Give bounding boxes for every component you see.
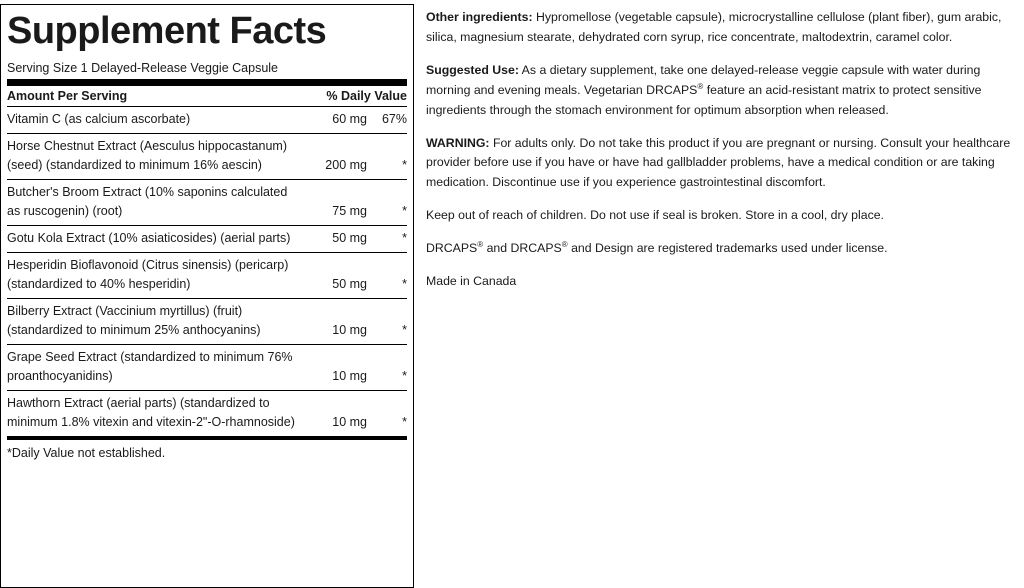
suggested-use-text-part1: As a dietary supplement, take one delayed-release veggie capsule with water during morning and evening meals. Vegetarian DRCAPS [426,62,981,97]
amount-per-serving-label: Amount Per Serving [7,88,128,103]
other-ingredients-text: Hypromellose (vegetable capsule), microcrystalline cellulose (plant fiber), gum arabic, silica, magnesium stearate, dehydrated corn syrup, rice concentrate, maltodextrin, caramel color. [426,10,1002,44]
keep-out-of-reach-paragraph: Keep out of reach of children. Do not use if seal is broken. Store in a cool, dry place. [426,208,884,223]
ingredient-name: Hawthorn Extract (aerial parts) (standardized to minimum 1.8% vitexin and vitexin-2"-O-rhamnoside) [7,395,295,429]
ingredient-amount: 10 mg [303,344,367,390]
ingredient-name: Butcher's Broom Extract (10% saponins calculated as ruscogenin) (root) [7,179,303,225]
registered-trademark-mark: ® [561,240,568,250]
suggested-use-paragraph [426,61,1022,121]
ingredient-name: Vitamin C (as calcium ascorbate) [7,107,303,134]
ingredient-daily-value: * [367,179,407,225]
ingredient-name: Gotu Kola Extract (10% asiaticosides) (aerial parts) [7,225,303,252]
ingredient-amount: 10 mg [332,414,367,429]
supplement-facts-box [0,4,414,588]
table-row [7,298,407,344]
table-row [7,344,407,390]
ingredient-daily-value: * [367,298,407,344]
registered-trademark-mark: ® [697,81,704,91]
label-info-panel [414,0,1024,588]
table-row [7,225,407,252]
supplement-facts-panel [0,0,414,588]
supplement-facts-table [7,107,407,436]
made-in-paragraph: Made in Canada [426,274,517,289]
ingredient-amount: 50 mg [303,225,367,252]
ingredient-amount: 200 mg [303,133,367,179]
registered-trademark-mark: ® [477,240,484,250]
trademark-text-part1: DRCAPS [426,241,478,256]
divider-thick-top [7,79,407,86]
ingredient-amount: 10 mg [303,298,367,344]
ingredient-name: Grape Seed Extract (standardized to minimum 76% proanthocyanidins) [7,344,303,390]
table-row [7,133,407,179]
trademark-paragraph [426,239,1022,259]
suggested-use-label: Suggested Use: [426,62,519,77]
warning-text: For adults only. Do not take this product if you are pregnant or nursing. Consult your healthcare provider before use if you have or have had gallbladder problems, have a medical condition or are taking medication. Discontinue use if you experience gastrointestinal discomfort. [426,135,1011,190]
ingredient-daily-value: * [367,133,407,179]
ingredient-name: Horse Chestnut Extract (Aesculus hippocastanum) (seed) (standardized to minimum 16% aescin) [7,133,303,179]
ingredient-daily-value: * [367,252,407,298]
table-row [7,390,407,436]
ingredient-amount: 60 mg [303,107,367,134]
warning-paragraph [426,134,1022,194]
table-row [7,107,407,134]
other-ingredients-label: Other ingredients: [426,10,533,24]
ingredient-amount: 75 mg [303,179,367,225]
trademark-text-part3: and Design are registered trademarks used under license. [567,241,888,256]
ingredient-amount: 50 mg [303,252,367,298]
serving-size: Serving Size 1 Delayed-Release Veggie Capsule [7,60,278,75]
suggested-use-text-part2: feature an acid-resistant matrix to protect sensitive ingredients through the stomach environment for optimum absorption when released. [426,82,982,117]
ingredient-name: Bilberry Extract (Vaccinium myrtillus) (fruit) (standardized to minimum 25% anthocyanins) [7,298,303,344]
ingredient-daily-value: * [367,225,407,252]
warning-label: WARNING: [426,135,490,150]
ingredient-daily-value: * [402,414,407,429]
daily-value-footnote: *Daily Value not established. [7,445,166,460]
ingredient-daily-value: * [367,344,407,390]
other-ingredients-paragraph [426,8,1022,48]
supplement-facts-title: Supplement Facts [7,10,327,52]
daily-value-label: % Daily Value [326,88,407,103]
ingredient-name: Hesperidin Bioflavonoid (Citrus sinensis) (pericarp) (standardized to 40% hesperidin) [7,252,303,298]
ingredient-daily-value: 67% [367,107,407,134]
trademark-text-part2: and DRCAPS [483,241,562,256]
supplement-facts-table-header [7,86,407,106]
table-row [7,179,407,225]
table-row [7,252,407,298]
